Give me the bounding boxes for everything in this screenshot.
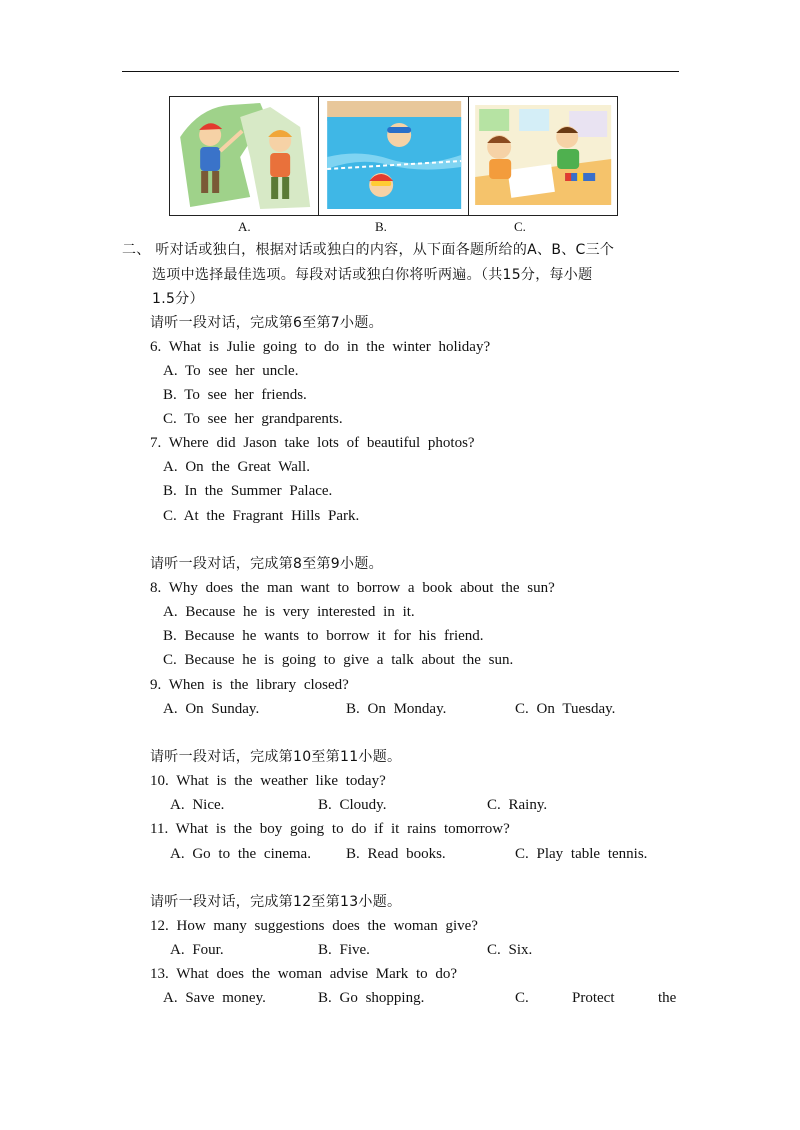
group-intro: 请听一段对话，完成第8至第9小题。 <box>150 556 383 572</box>
question-9-option-a[interactable]: A. On Sunday. <box>163 701 260 717</box>
picture-row <box>169 96 618 216</box>
question-7-option-b[interactable]: B. In the Summer Palace. <box>163 483 333 499</box>
question-9-option-b[interactable]: B. On Monday. <box>346 701 447 717</box>
question-8-option-c[interactable]: C. Because he is going to give a talk about the sun. <box>163 652 514 668</box>
question-9: 9. When is the library closed? <box>150 677 349 693</box>
question-10-option-c[interactable]: C. Rainy. <box>487 797 548 813</box>
question-10: 10. What is the weather like today? <box>150 773 386 789</box>
question-7-option-c[interactable]: C. At the Fragrant Hills Park. <box>163 508 360 524</box>
hikers-illustration <box>170 97 318 215</box>
question-11-option-b[interactable]: B. Read books. <box>346 846 446 862</box>
question-11-option-c[interactable]: C. Play table tennis. <box>515 846 648 862</box>
picture-c-drawing <box>468 97 617 215</box>
question-6-option-b[interactable]: B. To see her friends. <box>163 387 307 403</box>
question-6-option-a[interactable]: A. To see her uncle. <box>163 363 299 379</box>
question-10-option-b[interactable]: B. Cloudy. <box>318 797 387 813</box>
section-heading-line3: 1.5分） <box>152 291 204 307</box>
header-rule <box>122 71 679 72</box>
question-12-option-c[interactable]: C. Six. <box>487 942 533 958</box>
picture-label-b: B. <box>375 219 387 234</box>
question-13-option-b[interactable]: B. Go shopping. <box>318 990 425 1006</box>
question-9-option-c[interactable]: C. On Tuesday. <box>515 701 616 717</box>
question-13-option-c-word1: Protect <box>572 990 615 1006</box>
question-8-option-a[interactable]: A. Because he is very interested in it. <box>163 604 415 620</box>
picture-label-a: A. <box>238 219 251 234</box>
section-heading-line2: 选项中选择最佳选项。每段对话或独白你将听两遍。（共15分，每小题 <box>152 267 593 283</box>
question-12-option-a[interactable]: A. Four. <box>170 942 224 958</box>
question-6-option-c[interactable]: C. To see her grandparents. <box>163 411 343 427</box>
group-intro: 请听一段对话，完成第10至第11小题。 <box>150 749 402 765</box>
drawing-illustration <box>469 97 617 215</box>
section-heading-line1: 二、 听对话或独白，根据对话或独白的内容，从下面各题所给的A、B、C三个 <box>122 242 615 258</box>
question-12-option-b[interactable]: B. Five. <box>318 942 370 958</box>
question-7: 7. Where did Jason take lots of beautiful photos? <box>150 435 475 451</box>
question-11-option-a[interactable]: A. Go to the cinema. <box>170 846 311 862</box>
question-8: 8. Why does the man want to borrow a book about the sun? <box>150 580 555 596</box>
question-13: 13. What does the woman advise Mark to do? <box>150 966 458 982</box>
question-8-option-b[interactable]: B. Because he wants to borrow it for his friend. <box>163 628 484 644</box>
picture-label-c: C. <box>514 219 526 234</box>
swimming-illustration <box>319 97 467 215</box>
group-intro: 请听一段对话，完成第6至第7小题。 <box>150 315 383 331</box>
group-intro: 请听一段对话，完成第12至第13小题。 <box>150 894 402 910</box>
question-12: 12. How many suggestions does the woman give? <box>150 918 478 934</box>
question-13-option-c-letter[interactable]: C. <box>515 990 529 1006</box>
question-10-option-a[interactable]: A. Nice. <box>170 797 225 813</box>
question-7-option-a[interactable]: A. On the Great Wall. <box>163 459 310 475</box>
question-13-option-a[interactable]: A. Save money. <box>163 990 266 1006</box>
question-6: 6. What is Julie going to do in the winter holiday? <box>150 339 491 355</box>
picture-b-swimming <box>318 97 467 215</box>
question-13-option-c-word2: the <box>658 990 677 1006</box>
question-11: 11. What is the boy going to do if it rains tomorrow? <box>150 821 510 837</box>
picture-a-hikers <box>170 97 318 215</box>
